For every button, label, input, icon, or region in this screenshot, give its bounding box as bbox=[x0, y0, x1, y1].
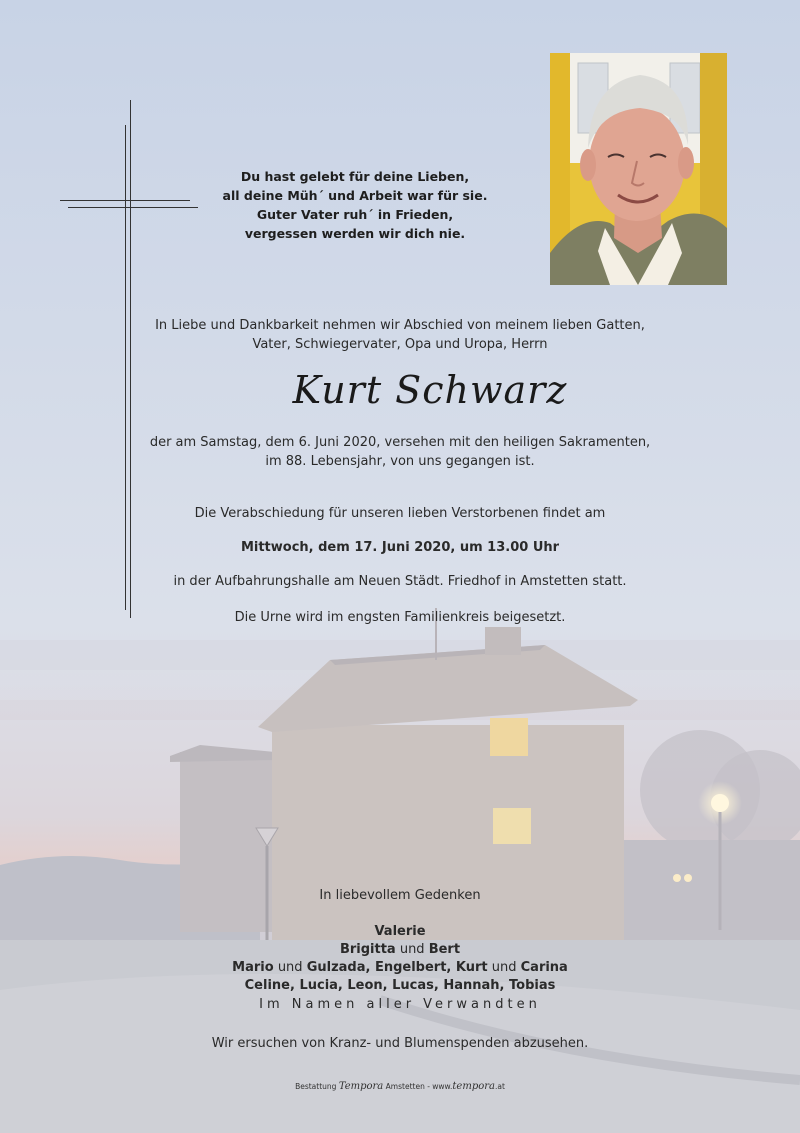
death-line: im 88. Lebensjahr, von uns gegangen ist. bbox=[265, 454, 535, 469]
urn-note: Die Urne wird im engsten Familienkreis beigesetzt. bbox=[234, 610, 566, 625]
poem-line: Guter Vater ruh´ in Frieden, bbox=[256, 207, 454, 222]
relatives-line: Im Namen aller Verwandten bbox=[259, 997, 541, 1012]
footer bbox=[0, 1081, 800, 1092]
intro-text bbox=[0, 316, 800, 354]
footer-domain-tld: .at bbox=[495, 1082, 505, 1091]
family-list bbox=[0, 923, 800, 995]
portrait-photo bbox=[550, 53, 727, 285]
request-note: Wir ersuchen von Kranz- und Blumenspenden abzusehen. bbox=[211, 1036, 589, 1051]
memory-line: In liebevollem Gedenken bbox=[319, 888, 481, 903]
footer-prefix: Bestattung bbox=[295, 1082, 337, 1091]
death-notice bbox=[0, 433, 800, 471]
family-conjunction: und bbox=[277, 960, 303, 975]
deceased-name: Kurt Schwarz bbox=[292, 368, 568, 412]
intro-line: Vater, Schwiegervater, Opa und Uropa, Herrn bbox=[252, 337, 548, 352]
poem bbox=[180, 167, 530, 243]
intro-line: In Liebe und Dankbarkeit nehmen wir Abschied von meinem lieben Gatten, bbox=[155, 318, 645, 333]
poem-line: Du hast gelebt für deine Lieben, bbox=[240, 169, 470, 184]
footer-brand: Tempora bbox=[338, 1081, 384, 1092]
family-name: Gulzada, Engelbert, Kurt bbox=[306, 960, 488, 975]
family-name: Celine, Lucia, Leon, Lucas, Hannah, Tobias bbox=[244, 978, 556, 993]
ceremony-place: in der Aufbahrungshalle am Neuen Städt. Friedhof in Amstetten statt. bbox=[173, 574, 627, 589]
family-name: Bert bbox=[428, 942, 461, 957]
family-conjunction: und bbox=[399, 942, 425, 957]
family-name: Valerie bbox=[374, 924, 426, 939]
footer-domain-brand: tempora bbox=[452, 1081, 495, 1092]
family-name: Brigitta bbox=[339, 942, 396, 957]
family-name: Mario bbox=[232, 960, 274, 975]
farewell-text: Die Verabschiedung für unseren lieben Verstorbenen findet am bbox=[194, 506, 606, 521]
poem-line: all deine Müh´ und Arbeit war für sie. bbox=[222, 188, 488, 203]
death-line: der am Samstag, dem 6. Juni 2020, versehen mit den heiligen Sakramenten, bbox=[149, 435, 651, 450]
poem-line: vergessen werden wir dich nie. bbox=[244, 226, 466, 241]
family-conjunction: und bbox=[491, 960, 517, 975]
footer-suffix: Amstetten - www. bbox=[385, 1082, 453, 1091]
family-name: Carina bbox=[520, 960, 568, 975]
ceremony-date: Mittwoch, dem 17. Juni 2020, um 13.00 Uhr bbox=[240, 540, 560, 555]
